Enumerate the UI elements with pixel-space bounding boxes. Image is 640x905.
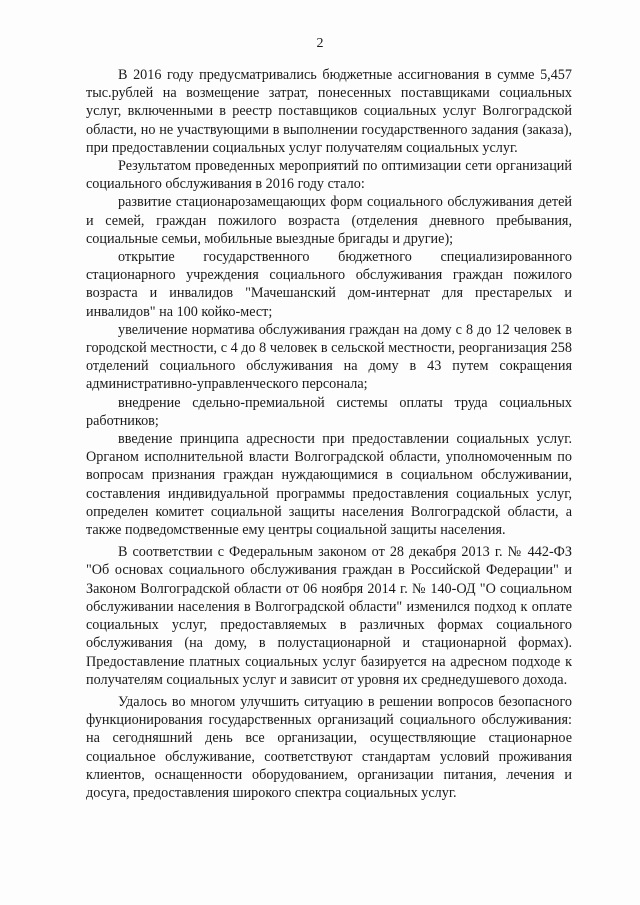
paragraph-safety-improvements: Удалось во многом улучшить ситуацию в решении вопросов безопасного функционирования государственных организаций социального обслуживания: на сегодняшний день все организации, осуществляющие стационарное социальное обслуживание, соответствуют стандартам условий проживания клиентов, оснащенности оборудованием, организации питания, лечения и досуга, предоставления широкого спектра социальных услуг. <box>86 693 572 801</box>
page-number: 2 <box>316 36 324 51</box>
paragraph-new-institution: открытие государственного бюджетного специализированного стационарного учреждения социального обслуживания граждан пожилого возраста и инвалидов "Мачешанский дом-интернат для престарелых и инвалидов" на 100 койко-мест; <box>86 249 572 320</box>
paragraph-optimization-results: Результатом проведенных мероприятий по оптимизации сети организаций социального обслуживания в 2016 году стало: <box>86 158 572 193</box>
paragraph-piece-rate-pay: внедрение сдельно-премиальной системы оплаты труда социальных работников; <box>86 394 572 429</box>
paragraph-inpatient-alternatives: развитие стационарозамещающих форм социального обслуживания детей и семей, граждан пожилого возраста (отделения дневного пребывания, социальные семьи, мобильные выездные бригады и другие); <box>86 194 572 247</box>
document-body <box>86 66 572 802</box>
paragraph-service-norms: увеличение норматива обслуживания граждан на дому с 8 до 12 человек в городской местности, с 4 до 8 человек в сельской местности, реорганизация 258 отделений социального обслуживания на дому в 43 путем сокращения административно-управленческого персонала; <box>86 321 572 393</box>
paragraph-federal-law: В соответствии с Федеральным законом от 28 декабря 2013 г. № 442-ФЗ "Об основах социального обслуживания граждан в Российской Федерации" и Законом Волгоградской области от 06 ноября 2014 г. № 140-ОД "О социальном обслуживании населения в Волгоградской области" изменился подход к оплате социальных услуг, предоставляемых в различных формах социального обслуживания (на дому, в полустационарной и стационарной формах). Предоставление платных социальных услуг базируется на адресном подходе к получателям социальных услуг и зависит от уровня их среднедушевого дохода. <box>86 544 572 688</box>
paragraph-budget-allocations: В 2016 году предусматривались бюджетные ассигнования в сумме 5,457 тыс.рублей на возмещение затрат, понесенных поставщиками социальных услуг, включенными в реестр поставщиков социальных услуг Волгоградской области, но не участвующими в выполнении государственного задания (заказа), при предоставлении социальных услуг получателям социальных услуг. <box>86 67 572 156</box>
paragraph-targeting-principle: введение принципа адресности при предоставлении социальных услуг. Органом исполнительной власти Волгоградской области, уполномоченным по вопросам признания граждан нуждающимися в социальном обслуживании, составления индивидуальной программы предоставления социальных услуг, определен комитет социальной защиты населения Волгоградской области, а также подведомственные ему центры социальной защиты населения. <box>86 431 572 539</box>
